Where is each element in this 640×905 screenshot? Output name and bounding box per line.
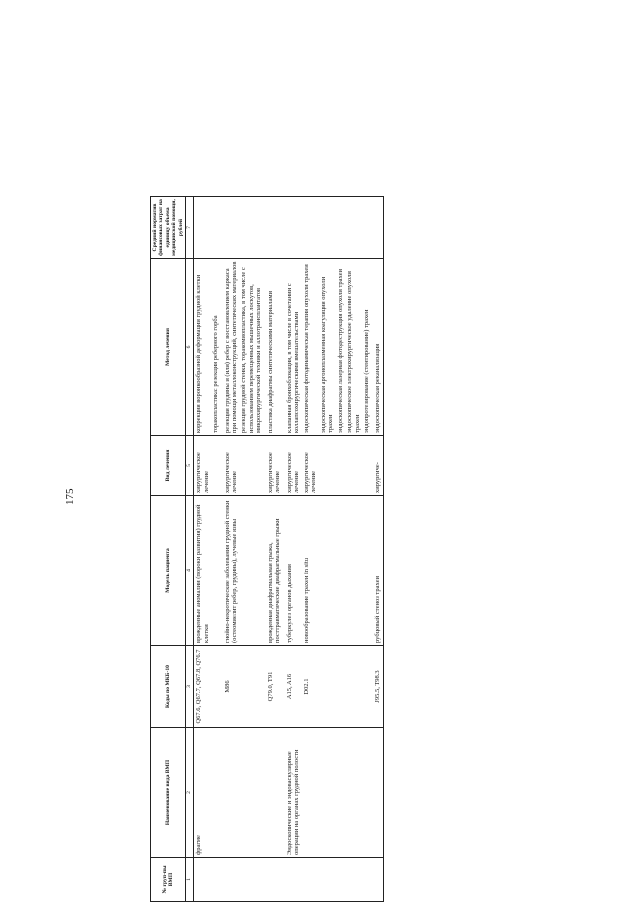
cell-vmp-name	[239, 728, 263, 858]
cell-treatment-type	[319, 436, 336, 496]
cell-icd-codes: Q79.0, T91	[264, 646, 283, 728]
cell-icd-codes	[319, 646, 336, 728]
page-number: 175	[64, 488, 76, 505]
cell-treatment-method: эндоскопическая лазерная фотодеструкция опухоли трахеи	[336, 259, 345, 436]
cell-average-cost	[239, 197, 263, 259]
cell-group	[194, 858, 211, 902]
cell-group	[371, 858, 383, 902]
cell-group	[319, 858, 336, 902]
cell-vmp-name	[371, 728, 383, 858]
cell-icd-codes	[239, 646, 263, 728]
cell-icd-codes	[211, 646, 220, 728]
cell-patient-model	[336, 496, 345, 646]
cell-patient-model: врожденные аномалии (пороки развития) грудной клетки	[194, 496, 211, 646]
table-row	[211, 197, 220, 902]
cell-treatment-method: эндоскопическая фотодинамическая терапия опухоли трахеи	[302, 259, 319, 436]
vmp-table	[150, 196, 384, 902]
header-treatment-method: Метод лечения	[151, 259, 186, 436]
cell-patient-model	[239, 496, 263, 646]
cell-treatment-type: хирургическое лечение	[221, 436, 240, 496]
column-number: 3	[186, 646, 194, 728]
cell-vmp-name: фрагме	[194, 728, 211, 858]
table-row	[302, 197, 319, 902]
cell-treatment-method: эндоскопическая реканализация	[371, 259, 383, 436]
cell-group	[264, 858, 283, 902]
cell-icd-codes: A15, A16	[283, 646, 302, 728]
cell-treatment-method: клапанная бронхоблокация, в том числе в сочетании с коллапсохирургическими вмешательствами	[283, 259, 302, 436]
table-row	[283, 197, 302, 902]
cell-icd-codes: J95.5, T98.3	[371, 646, 383, 728]
header-group-number: № груп-пы ВМП	[151, 858, 186, 902]
cell-group	[239, 858, 263, 902]
cell-vmp-name	[264, 728, 283, 858]
cell-treatment-type	[336, 436, 345, 496]
cell-average-cost	[345, 197, 362, 259]
column-number-row	[186, 197, 194, 902]
cell-group	[221, 858, 240, 902]
cell-treatment-method: коррекция воронкообразной деформации грудной клетки	[194, 259, 211, 436]
cell-treatment-type	[211, 436, 220, 496]
cell-icd-codes: D02.1	[302, 646, 319, 728]
cell-treatment-method: эндоскопическая аргоноплазменная коагуляция опухоли трахеи	[319, 259, 336, 436]
cell-average-cost	[319, 197, 336, 259]
cell-icd-codes: M86	[221, 646, 240, 728]
table-row	[194, 197, 211, 902]
cell-treatment-method: эндоскопическое электрохирургическое удаление опухоли трахеи	[345, 259, 362, 436]
cell-treatment-type	[239, 436, 263, 496]
table-header-row	[151, 197, 186, 902]
cell-vmp-name	[336, 728, 345, 858]
cell-average-cost	[211, 197, 220, 259]
cell-average-cost	[302, 197, 319, 259]
table-row	[362, 197, 371, 902]
table-row	[264, 197, 283, 902]
table-row	[239, 197, 263, 902]
cell-vmp-name	[302, 728, 319, 858]
table-row	[221, 197, 240, 902]
cell-vmp-name	[345, 728, 362, 858]
cell-vmp-name	[362, 728, 371, 858]
cell-average-cost	[283, 197, 302, 259]
column-number: 1	[186, 858, 194, 902]
header-treatment-type: Вид лечения	[151, 436, 186, 496]
cell-treatment-type: хирургическое лечение	[283, 436, 302, 496]
table-row	[345, 197, 362, 902]
header-patient-model: Модель пациента	[151, 496, 186, 646]
cell-group	[345, 858, 362, 902]
column-number: 5	[186, 436, 194, 496]
cell-patient-model	[211, 496, 220, 646]
header-vmp-name: Наименование вида ВМП	[151, 728, 186, 858]
cell-treatment-type	[345, 436, 362, 496]
header-icd-codes: Коды по МКБ-10	[151, 646, 186, 728]
table-row	[319, 197, 336, 902]
cell-average-cost	[362, 197, 371, 259]
header-average-cost: Средний норматив финансовых затрат на единицу объема медицинской помощи, рублей	[151, 197, 186, 259]
column-number: 2	[186, 728, 194, 858]
cell-treatment-type: хирургическое лечение	[264, 436, 283, 496]
cell-average-cost	[336, 197, 345, 259]
cell-treatment-type: хирургическое лечение	[302, 436, 319, 496]
cell-icd-codes	[345, 646, 362, 728]
cell-patient-model	[345, 496, 362, 646]
cell-icd-codes	[336, 646, 345, 728]
cell-treatment-type: хирургическое лечение	[194, 436, 211, 496]
cell-patient-model: новообразование трахеи in situ	[302, 496, 319, 646]
rotated-table-sheet	[150, 197, 382, 902]
column-number: 4	[186, 496, 194, 646]
cell-treatment-method: резекция грудной стенки, торакомиопластика, в том числе с использованием перемещенных мышечных лоскутов, микрохирургической техники и аллотрансплантатов	[239, 259, 263, 436]
cell-group	[302, 858, 319, 902]
cell-icd-codes	[362, 646, 371, 728]
column-number: 6	[186, 259, 194, 436]
cell-treatment-method: резекция грудины и (или) ребер с восстановлением каркаса при помощи металлоконструкций, синтетических материалов	[221, 259, 240, 436]
cell-average-cost	[194, 197, 211, 259]
cell-treatment-type: хирургиче-	[371, 436, 383, 496]
table-row	[371, 197, 383, 902]
cell-patient-model: врожденная диафрагмальная грыжа, посттравматические диафрагмальные грыжи	[264, 496, 283, 646]
cell-vmp-name	[319, 728, 336, 858]
cell-average-cost	[371, 197, 383, 259]
cell-average-cost	[264, 197, 283, 259]
table-row	[336, 197, 345, 902]
cell-vmp-name	[221, 728, 240, 858]
cell-group	[283, 858, 302, 902]
cell-patient-model	[362, 496, 371, 646]
cell-icd-codes: Q67.6, Q67.7, Q67.8, Q76.7	[194, 646, 211, 728]
cell-treatment-method: торакопластика: резекция реберного горба	[211, 259, 220, 436]
cell-group	[211, 858, 220, 902]
cell-patient-model: туберкулез органов дыхания	[283, 496, 302, 646]
cell-patient-model	[319, 496, 336, 646]
cell-treatment-method: эндопротезирование (стентирование) трахеи	[362, 259, 371, 436]
cell-vmp-name: Эндоскопические и эндоваскулярные операции на органах грудной полости	[283, 728, 302, 858]
cell-average-cost	[221, 197, 240, 259]
column-number: 7	[186, 197, 194, 259]
cell-patient-model: гнойно-некротические заболевания грудной стенки (остеомиелит ребер, грудины), лучевые язвы	[221, 496, 240, 646]
cell-patient-model: рубцовый стеноз трахеи	[371, 496, 383, 646]
cell-group	[336, 858, 345, 902]
cell-group	[362, 858, 371, 902]
cell-vmp-name	[211, 728, 220, 858]
cell-treatment-type	[362, 436, 371, 496]
cell-treatment-method: пластика диафрагмы синтетическими материалами	[264, 259, 283, 436]
